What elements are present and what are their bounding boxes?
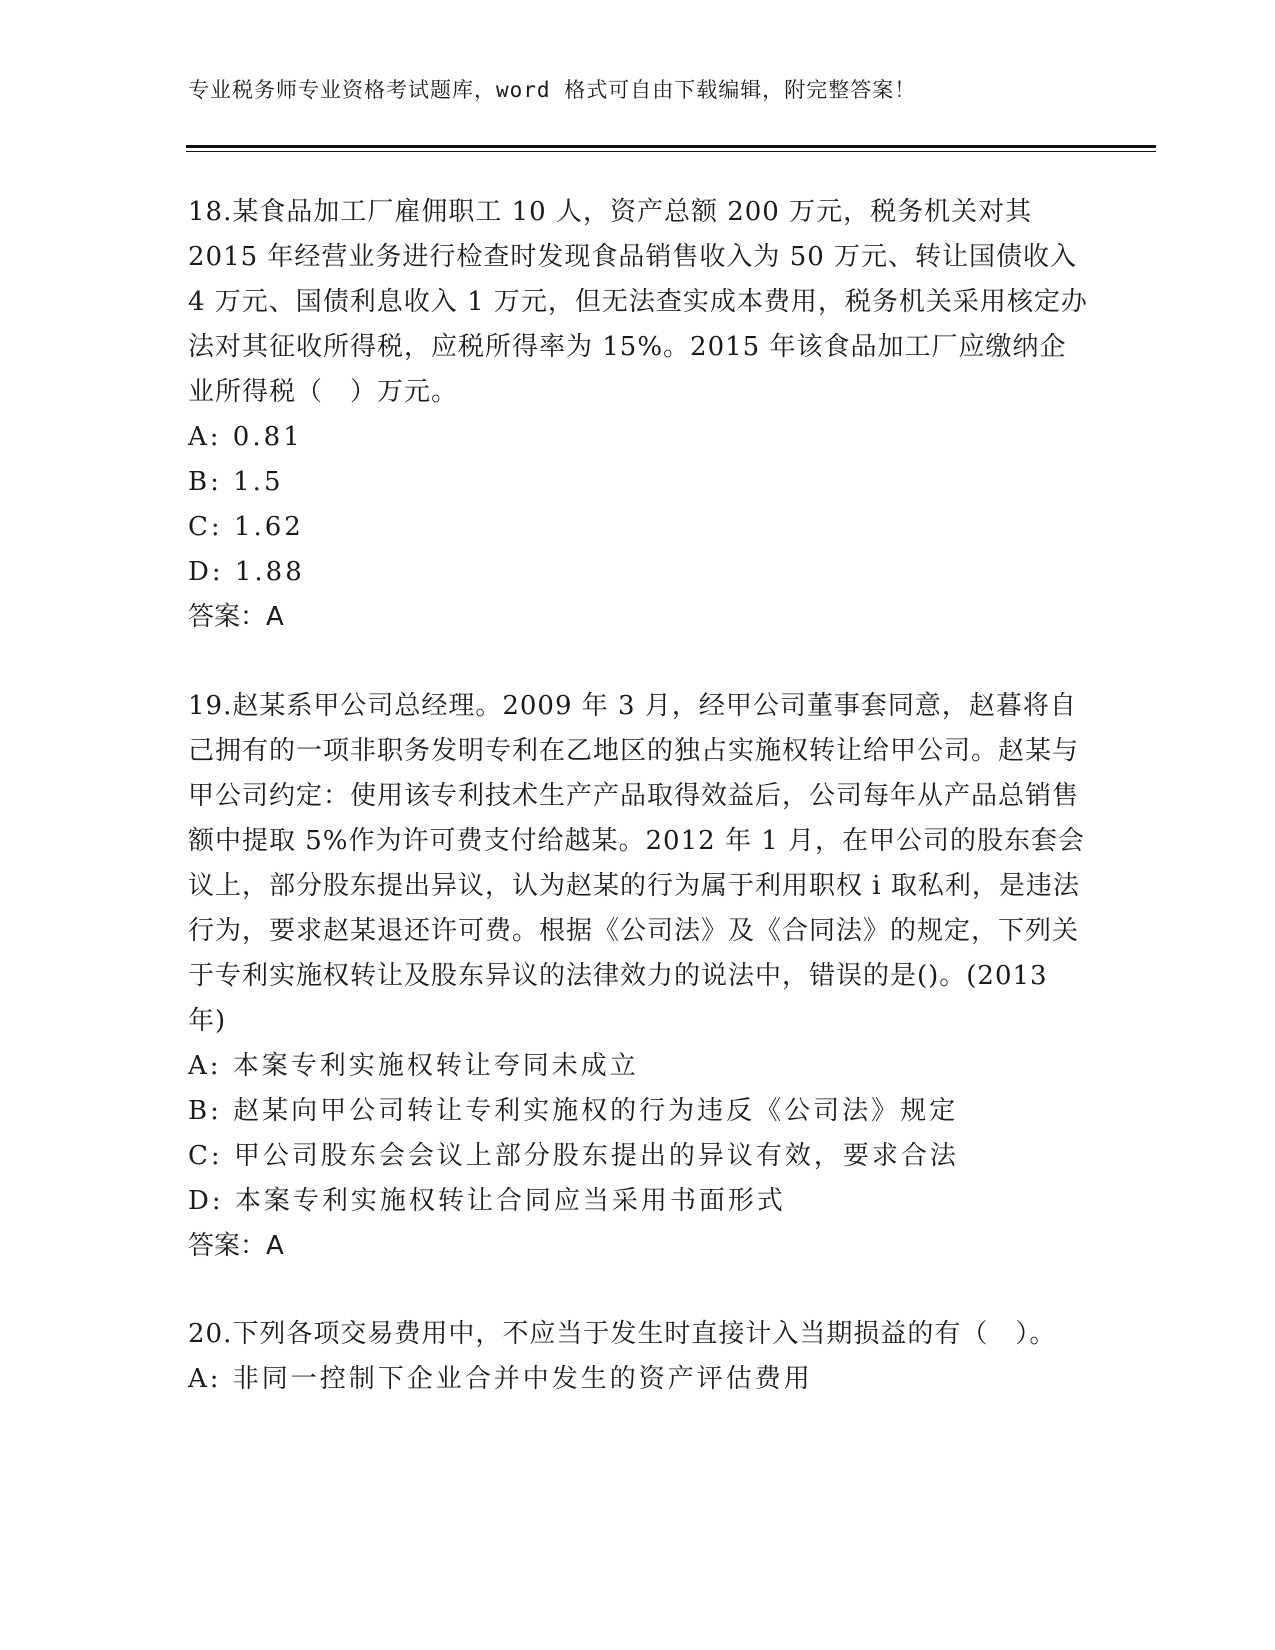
option-a: A: 非同一控制下企业合并中发生的资产评估费用 — [188, 1364, 813, 1394]
answer-label: 答案：A — [188, 602, 284, 632]
option-a: A: 本案专利实施权转让夸同未成立 — [188, 1051, 639, 1081]
question-19 — [188, 684, 1088, 1269]
question-stem: 19.赵某系甲公司总经理。2009 年 3 月，经甲公司董事套同意，赵暮将自己拥有的一项非职务发明专利在乙地区的独占实施权转让给甲公司。赵某与甲公司约定：使用该专利技术生产产品取得效益后，公司每年从产品总销售额中提取 5%作为许可费支付给越某。2012 年 1 月，在甲公司的股东套会议上，部分股东提出异议，认为赵某的行为属于利用职权 i 取私利，是违法行为，要求赵某退还许可费。根据《公司法》及《合同法》的规定，下列关于专利实施权转让及股东异议的法律效力的说法中，错误的是()。(2013 年) — [188, 691, 1086, 1036]
header-rule-thick — [186, 145, 1156, 148]
option-b: B: 赵某向甲公司转让专利实施权的行为违反《公司法》规定 — [188, 1096, 959, 1126]
option-a: A: 0.81 — [188, 422, 303, 452]
question-18 — [188, 190, 1088, 640]
answer-label: 答案：A — [188, 1231, 284, 1261]
option-d: D: 1.88 — [188, 557, 305, 587]
option-c: C: 甲公司股东会会议上部分股东提出的异议有效，要求合法 — [188, 1141, 959, 1171]
question-stem: 20.下列各项交易费用中，不应当于发生时直接计入当期损益的有（ ）。 — [188, 1319, 1057, 1349]
question-stem: 18.某食品加工厂雇佣职工 10 人，资产总额 200 万元，税务机关对其 2015 年经营业务进行检查时发现食品销售收入为 50 万元、转让国债收入 4 万元、国债利息收入 1 万元，但无法查实成本费用，税务机关采用核定办法对其征收所得税，应税所得率为 15%。2015 年该食品加工厂应缴纳企业所得税（ ）万元。 — [188, 197, 1088, 407]
header-rule-thin — [186, 151, 1156, 152]
option-d: D: 本案专利实施权转让合同应当采用书面形式 — [188, 1186, 786, 1216]
page-header: 专业税务师专业资格考试题库，word 格式可自由下载编辑，附完整答案！ — [188, 78, 917, 102]
option-c: C: 1.62 — [188, 512, 304, 542]
question-20 — [188, 1312, 1088, 1402]
option-b: B: 1.5 — [188, 467, 284, 497]
